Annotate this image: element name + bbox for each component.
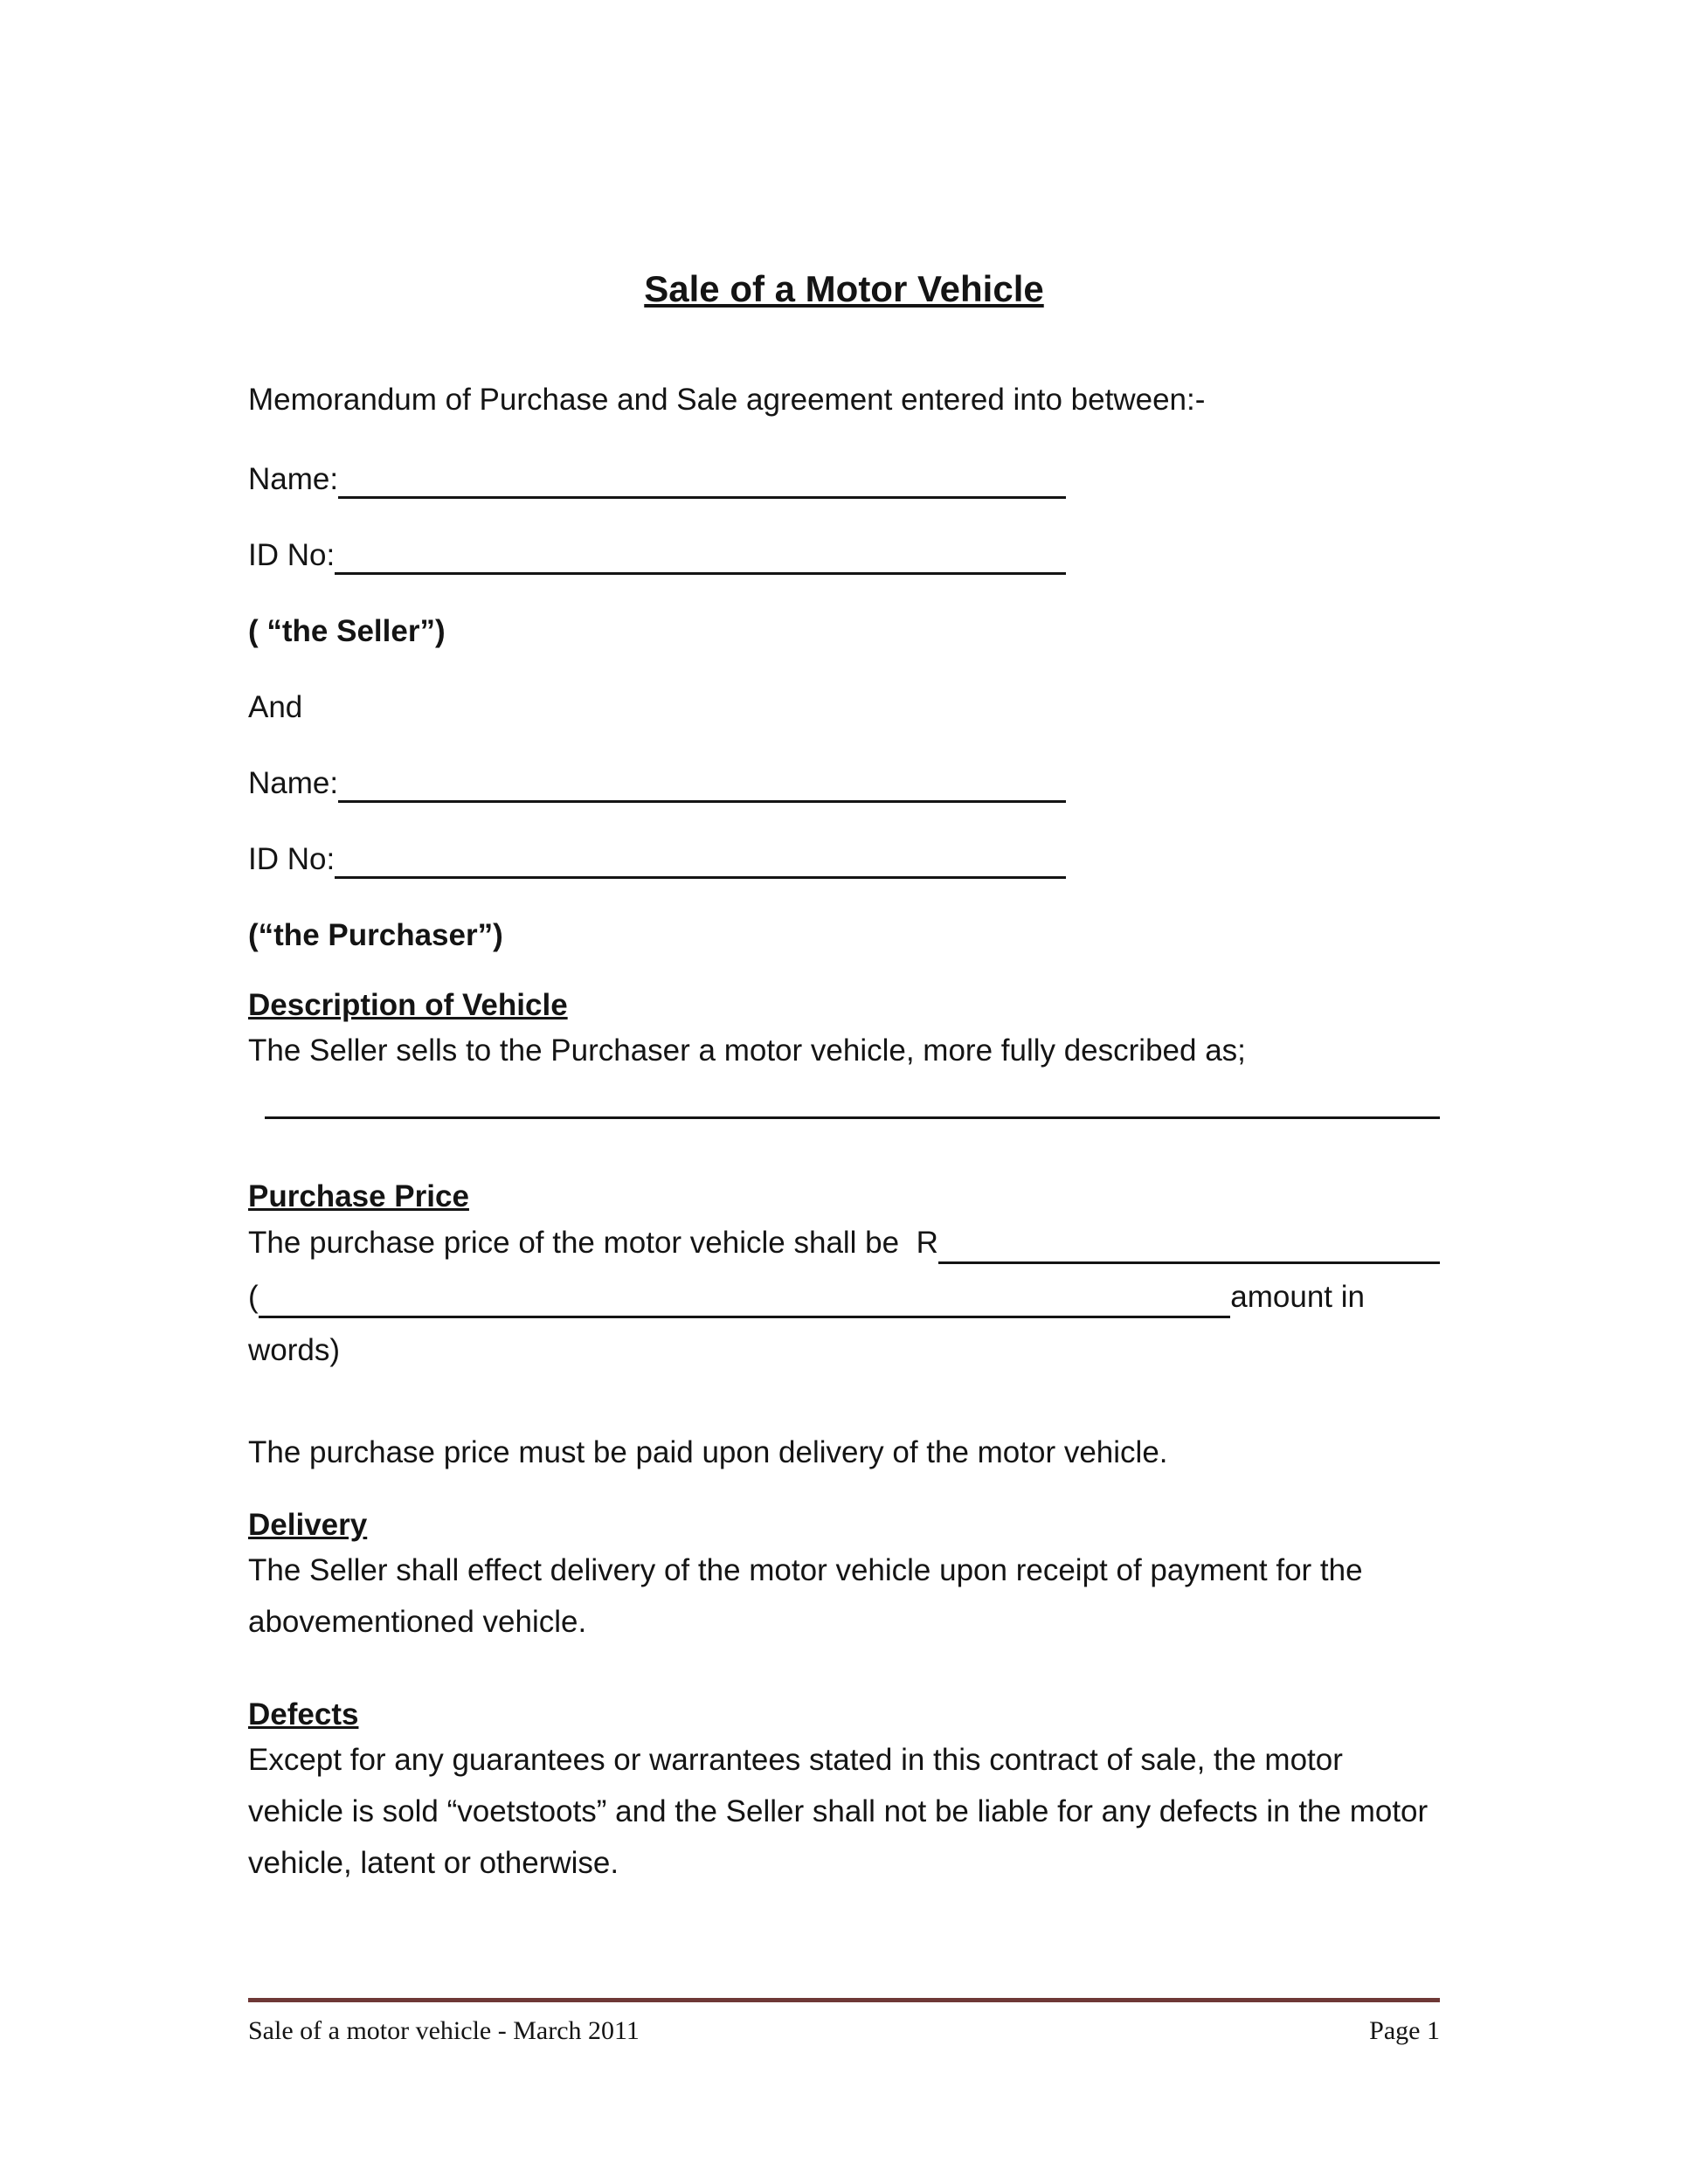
seller-id-line <box>248 529 1066 581</box>
purchase-price-note: The purchase price must be paid upon delivery of the motor vehicle. <box>248 1435 1168 1469</box>
purchase-price-amount-line <box>248 1216 1440 1270</box>
delivery-body: The Seller shall effect delivery of the motor vehicle upon receipt of payment for the abovementioned vehicle. <box>248 1553 1363 1639</box>
page-title: Sale of a Motor Vehicle <box>644 268 1044 309</box>
seller-name-blank <box>338 496 1066 499</box>
purchaser-designation: (“the Purchaser”) <box>248 918 503 952</box>
purchaser-name-label: Name: <box>248 766 339 800</box>
purchase-price-heading: Purchase Price <box>248 1179 469 1213</box>
defects-body: Except for any guarantees or warrantees stated in this contract of sale, the motor vehicle is sold “voetstoots” and the Seller shall not be liable for any defects in the motor vehicle, latent or otherwise. <box>248 1743 1429 1880</box>
purchase-price-words-line <box>248 1270 1365 1324</box>
conjunction-and: And <box>248 690 303 724</box>
seller-designation: ( “the Seller”) <box>248 614 446 648</box>
open-paren-label: ( <box>248 1280 259 1314</box>
seller-id-label: ID No: <box>248 538 336 572</box>
amount-in-label: amount in <box>1230 1280 1365 1314</box>
purchaser-name-line <box>248 757 1066 809</box>
words-label: words) <box>248 1333 341 1367</box>
seller-name-line <box>248 453 1066 505</box>
defects-heading: Defects <box>248 1697 359 1731</box>
description-body: The Seller sells to the Purchaser a motor vehicle, more fully described as; <box>248 1033 1246 1068</box>
delivery-heading: Delivery <box>248 1508 368 1542</box>
purchaser-id-blank <box>335 876 1066 879</box>
section-delivery <box>248 1505 1440 1648</box>
description-heading: Description of Vehicle <box>248 988 568 1022</box>
intro-paragraph: Memorandum of Purchase and Sale agreement entered into between:- <box>248 383 1206 417</box>
page-footer <box>248 1998 1440 2046</box>
purchase-price-amount-blank <box>938 1261 1440 1264</box>
seller-name-label: Name: <box>248 462 339 496</box>
purchase-price-amount-label: The purchase price of the motor vehicle shall be R <box>248 1226 938 1260</box>
vehicle-description-blank <box>265 1095 1440 1119</box>
purchaser-id-line <box>248 833 1066 885</box>
purchaser-id-label: ID No: <box>248 842 336 876</box>
section-defects <box>248 1695 1440 1889</box>
document-content <box>248 266 1440 1889</box>
section-description-of-vehicle <box>248 985 1440 1119</box>
footer-page-number: Page 1 <box>1369 2016 1440 2045</box>
amount-in-words-blank <box>259 1316 1231 1318</box>
section-purchase-price <box>248 1177 1440 1478</box>
purchaser-name-blank <box>338 800 1066 803</box>
seller-id-blank <box>335 572 1066 575</box>
footer-document-name: Sale of a motor vehicle - March 2011 <box>248 2016 640 2045</box>
